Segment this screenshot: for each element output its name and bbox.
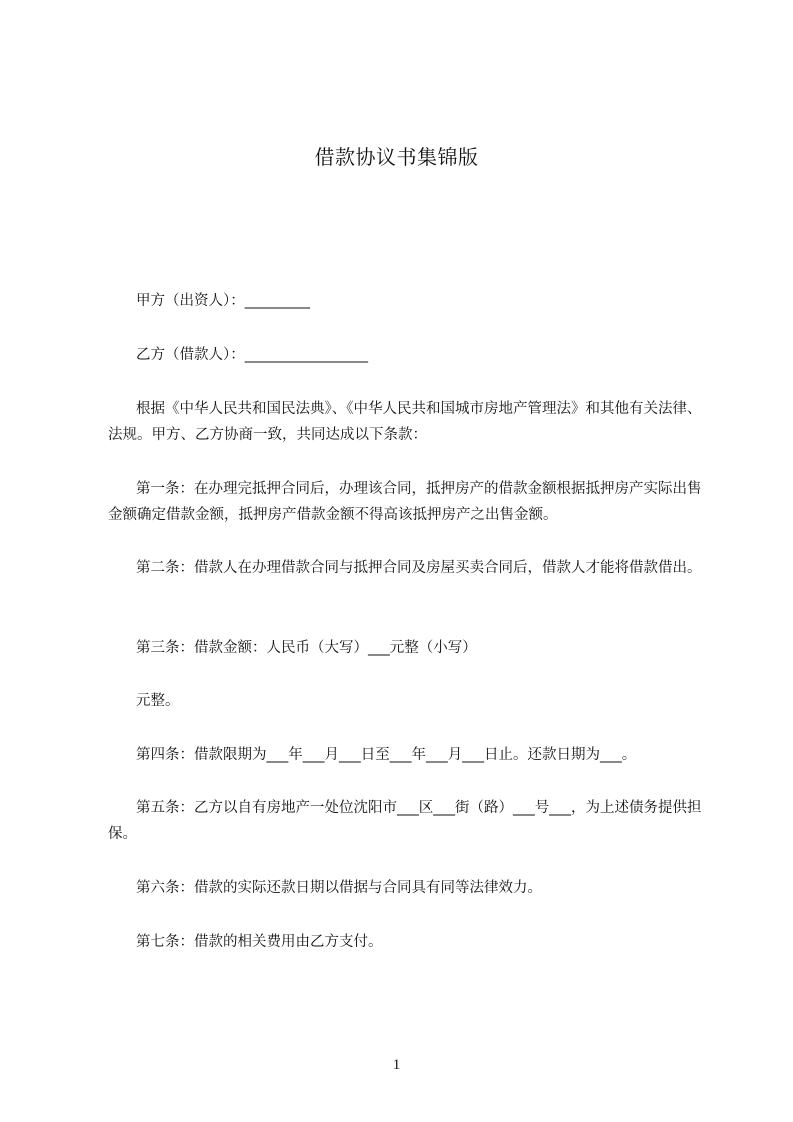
page-number: 1 — [392, 1057, 401, 1073]
article-3-paragraph: 第三条：借款金额：人民币（大写）___元整（小写） — [136, 640, 477, 656]
document-title: 借款协议书集锦版 — [314, 145, 479, 169]
article-7-paragraph: 第七条：借款的相关费用由乙方支付。 — [136, 934, 383, 950]
article-3-continuation: 元整。 — [136, 693, 180, 709]
article-1-paragraph: 第一条：在办理完抵押合同后，办理该合同，抵押房产的借款金额根据抵押房产实际出售金额确定借款金额，抵押房产借款金额不得高该抵押房产之出售金额。 — [108, 481, 702, 523]
party-b-line: 乙方（借款人）：_________________ — [136, 347, 368, 363]
article-4-paragraph: 第四条：借款限期为___年___月___日至___年___月___日止。还款日期为___。 — [136, 747, 637, 763]
party-a-line: 甲方（出资人）：_________ — [136, 293, 310, 309]
article-2-paragraph: 第二条：借款人在办理借款合同与抵押合同及房屋买卖合同后，借款人才能将借款借出。 — [136, 560, 702, 576]
article-5-paragraph: 第五条：乙方以自有房地产一处位沈阳市___区___街（路）___号___，为上述债务提供担保。 — [108, 800, 702, 842]
article-6-paragraph: 第六条：借款的实际还款日期以借据与合同具有同等法律效力。 — [136, 880, 542, 896]
preamble-paragraph: 根据《中华人民共和国民法典》、《中华人民共和国城市房地产管理法》和其他有关法律、法规。甲方、乙方协商一致，共同达成以下条款： — [108, 401, 702, 443]
